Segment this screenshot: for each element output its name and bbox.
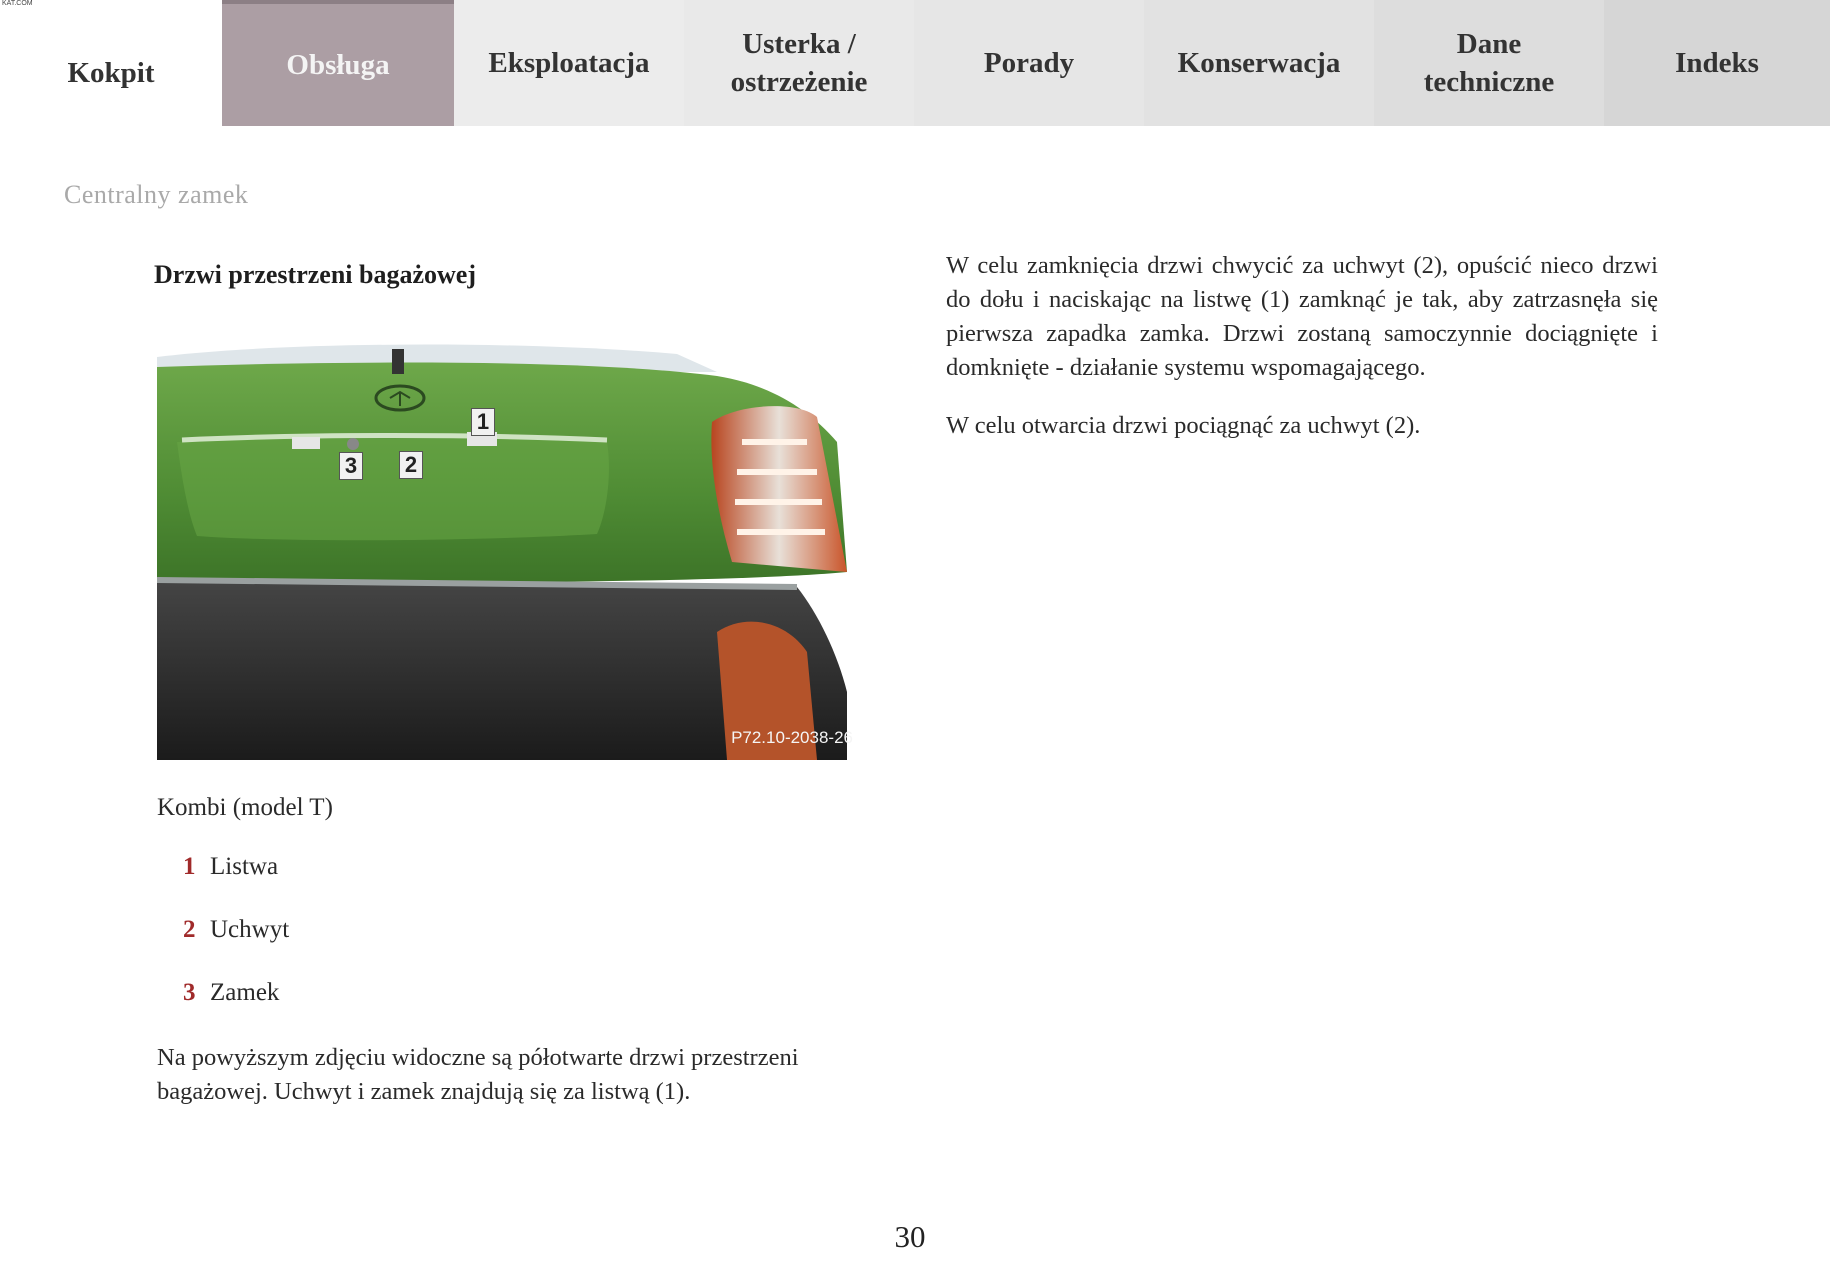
tab-dane-techniczne[interactable]	[1374, 0, 1604, 126]
figure-code: P72.10-2038-26	[731, 728, 853, 747]
car-illustration	[157, 312, 867, 760]
legend-item	[183, 916, 289, 979]
tab-obsluga[interactable]	[222, 0, 454, 126]
tab-indeks[interactable]	[1604, 0, 1830, 126]
tab-konserwacja[interactable]	[1144, 0, 1374, 126]
legend-label: Uchwyt	[210, 916, 290, 943]
page-number: 30	[894, 1219, 926, 1254]
figure-caption: Kombi (model T)	[157, 794, 333, 821]
tailgate-photo	[157, 312, 867, 760]
legend-item	[183, 979, 289, 1042]
page-heading: Drzwi przestrzeni bagażowej	[154, 260, 476, 289]
tab-label: Obsługa	[286, 49, 390, 81]
legend-number: 1	[183, 853, 196, 880]
watermark: KAT.COM	[2, 0, 33, 7]
tab-porady[interactable]	[914, 0, 1144, 126]
section-title: Centralny zamek	[64, 180, 249, 209]
tab-kokpit[interactable]	[0, 10, 222, 136]
tab-label: Kokpit	[67, 57, 155, 89]
tab-label: Konserwacja	[1177, 47, 1341, 79]
tab-label: Indeks	[1675, 47, 1759, 79]
callout-listwa: 1	[471, 408, 495, 436]
instructions-column	[946, 249, 1658, 467]
callout-uchwyt: 2	[399, 451, 423, 479]
callout-zamek: 3	[339, 452, 363, 480]
tab-label: Dane techniczne	[1423, 28, 1555, 98]
legend-number: 3	[183, 979, 196, 1006]
figure-legend	[183, 853, 289, 1042]
legend-label: Zamek	[210, 979, 280, 1006]
legend-label: Listwa	[210, 853, 279, 880]
instruction-paragraph: W celu zamknięcia drzwi chwycić za uchwyt (2), opuścić nieco drzwi do dołu i naciskając na listwę (1) zamknąć je tak, aby zatrzasnęła się pierwsza zapadka zamka. Drzwi zostaną samoczynnie dociągnięte i domknięte - działanie systemu wspomagającego.	[946, 252, 1658, 381]
photo-note: Na powyższym zdjęciu widoczne są półotwarte drzwi przestrzeni bagażowej. Uchwyt i zamek znajdują się za listwą (1).	[157, 1044, 799, 1105]
tab-label: Eksploatacja	[488, 47, 650, 79]
chapter-tabs	[0, 0, 1830, 130]
legend-number: 2	[183, 916, 196, 943]
tab-label: Porady	[983, 47, 1075, 79]
tab-label: Usterka / ostrzeżenie	[730, 28, 868, 98]
instruction-paragraph: W celu otwarcia drzwi pociągnąć za uchwyt (2).	[946, 412, 1421, 439]
legend-item	[183, 853, 289, 916]
tab-usterka[interactable]	[684, 0, 914, 126]
tab-eksploatacja[interactable]	[454, 0, 684, 126]
